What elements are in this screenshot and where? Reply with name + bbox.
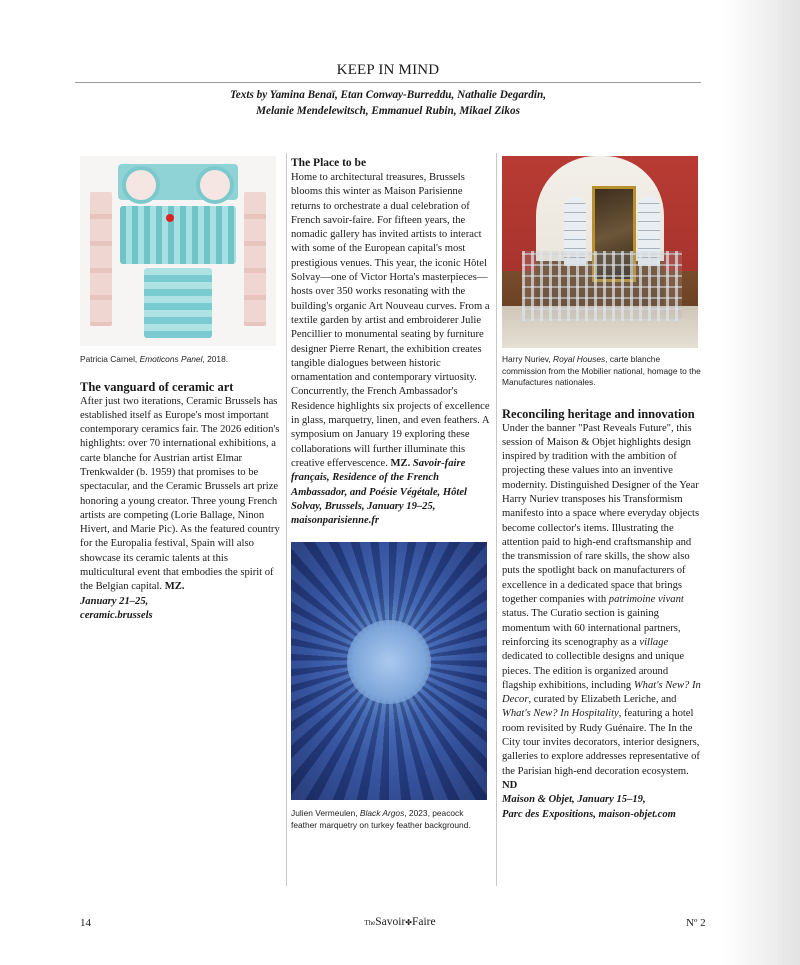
event-link[interactable]: Parc des Expositions, maison-objet.com: [502, 808, 676, 820]
page-number: 14: [80, 917, 91, 929]
event-link[interactable]: ceramic.brussels: [80, 609, 153, 621]
image-caption: Harry Nuriev, Royal Houses, carte blanche commission from the Mobilier national, homage to the Manufactures nationales.: [502, 354, 701, 387]
article-ceramic-brussels: [80, 156, 280, 623]
event-dates: Maison & Objet, January 15–19,: [502, 794, 646, 806]
ceramic-panel-image: [80, 156, 276, 346]
article-body: Under the banner "Past Reveals Future", this session of Maison & Objet highlights design inspired by tradition with the ambition of projecting these values into an inventive modernity. Distinguished Designer of the Year Harry Nuriev transposes his Transformism manifesto into a space where everyday objects become collector's items. Illustrating the attention paid to high-end craftsmanship and the transmission of rare skills, the show also puts the spotlight back on manufacturers of excellence in a dedicated space that brings together companies with patrimoine vivant status. The Curatio section is gaining momentum with 60 international partners, reinforcing its scenography as a village dedicated to collectible designs and unique pieces. The edition is organized around flagship exhibitions, including What's New? In Decor, curated by Elizabeth Leriche, and What's New? In Hospitality, featuring a hotel room revisited by Rudy Guénaire. The In the City tour invites decorators, interior designers, galleries to explore addresses representative of the Parisian high-end decoration ecosystem. ND Maison & Objet, January 15–19, Parc des Expositions, maison-objet.com: [502, 422, 701, 820]
event-dates: January 21–25,: [80, 595, 149, 607]
magazine-brand: TheSavoir✤Faire: [364, 916, 436, 928]
article-body: Home to architectural treasures, Brussels blooms this winter as Maison Parisienne returns to orchestrate a dual celebration of French savoir-faire. For fifteen years, the nomadic gallery has invited artists to interact with some of the European capital's most prestigious venues. This year, the iconic Hôtel Solvay—one of Victor Horta's masterpieces—hosts over 350 works resonating with the building's organic Art Nouveau curves. From a textile garden by artist and embroiderer Julie Pencillier to monumental seating by furniture designer Pierre Renart, the exhibition creates tangible dialogues between historic ornamentation and contemporary virtuosity. Concurrently, the French Ambassador's Residence highlights six projects of excellence in glass, marquetry, linen, and even feathers. A symposium on January 19 exploring these collaborations will further illuminate this creative effervescence. MZ. Savoir-faire français, Residence of the French Ambassador, and Poésie Végétale, Hôtel Solvay, Brussels, January 19–25, maisonparisienne.fr: [291, 172, 490, 527]
image-caption: Patricia Carnel, Emoticons Panel, 2018.: [80, 354, 229, 364]
credits-line-1: Texts by Yamina Benaï, Etan Conway-Burreddu, Nathalie Degardin,: [230, 89, 546, 101]
column-divider: [286, 153, 287, 886]
header-rule: [75, 82, 701, 83]
article-heading: The vanguard of ceramic art: [80, 379, 234, 394]
article-heading: Reconciling heritage and innovation: [502, 406, 695, 421]
issue-number: Nº 2: [686, 917, 706, 929]
feather-marquetry-image: [291, 542, 487, 800]
image-caption: Julien Vermeulen, Black Argos, 2023, peacock feather marquetry on turkey feather background.: [291, 808, 471, 830]
ornament-icon: ✤: [405, 918, 412, 927]
chapel-installation-image: [502, 156, 698, 348]
article-maison-objet: [502, 156, 702, 822]
credits-line-2: Melanie Mendelewitsch, Emmanuel Rubin, Mikael Zikos: [256, 105, 520, 117]
event-info: Savoir-faire français, Residence of the French Ambassador, and Poésie Végétale, Hôtel Solvay, Brussels, January 19–25, maisonparisienne.fr: [291, 457, 467, 527]
article-maison-parisienne: [291, 156, 491, 831]
article-body: After just two iterations, Ceramic Brussels has established itself as Europe's most important contemporary ceramics fair. The 2026 edition's highlights: over 70 international exhibitions, a carte blanche for Austrian artist Elmar Trenkwalder (b. 1959) that promises to be spectacular, and the Ceramic Brussels art prize honoring a young creator. Three young French artists are competing (Lorie Ballage, Ninon Hivert, and Marie Pic). As the featured country for the Europalia festival, Spain will also showcase its ceramic talents at this multicultural event that embodies the spirit of the Belgian capital. MZ. January 21–25, ceramic.brussels: [80, 395, 280, 621]
article-heading: The Place to be: [291, 157, 367, 169]
column-divider: [496, 153, 497, 886]
author-credits: [160, 87, 616, 119]
section-title: KEEP IN MIND: [336, 62, 440, 78]
